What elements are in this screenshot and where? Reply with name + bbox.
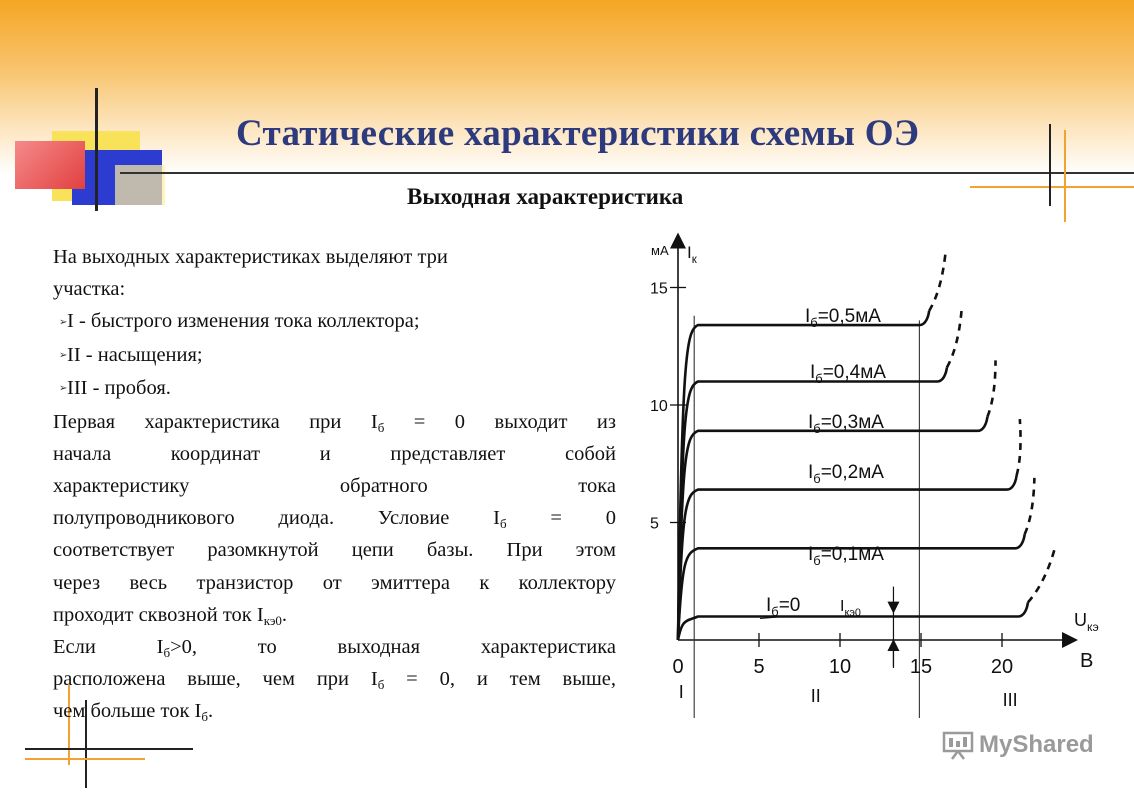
paragraph-1-line-7: проходит сквозной ток $I_{кэ0}$. (53, 603, 288, 628)
y-axis-label: $I_к$ (687, 243, 697, 266)
presentation-icon (942, 730, 974, 760)
curve-label: $I_б=0$ (766, 595, 801, 619)
paragraph-1-line-6: через весь транзистор от эмиттера к коллектору (53, 571, 616, 594)
annotation-label: $I_{кэ0}$ (840, 598, 861, 619)
curve-label: $I_б=0,5мА$ (805, 306, 881, 330)
deco-hline-top (120, 172, 1134, 174)
breakdown-curve (1017, 419, 1021, 475)
characteristic-curve (678, 367, 947, 640)
paragraph-1-line-1: Первая характеристика при $I_б = 0$ выходит из (53, 410, 616, 435)
x-axis-unit: В (1080, 650, 1094, 672)
page-subtitle: Выходная характеристика (407, 184, 684, 209)
deco-hline-orange (970, 186, 1134, 188)
x-tick-label: 10 (828, 656, 852, 678)
region-label: I (678, 682, 684, 702)
output-characteristic-chart (630, 225, 1110, 730)
deco-light-square (115, 165, 165, 205)
x-tick-label: 0 (672, 656, 684, 678)
paragraph-1-line-2: начала координат и представляет собой (53, 442, 616, 465)
breakdown-curve (947, 311, 962, 367)
paragraph-2-line-2: расположена выше, чем при $I_б = 0$, и тем выше, (53, 668, 616, 693)
region-label: III (1002, 690, 1018, 710)
x-tick-label: 5 (753, 656, 765, 678)
curve-label: $I_б=0,2мА$ (808, 462, 884, 486)
arrow-bullet-icon: ➢ (59, 383, 68, 395)
page-title: Статические характеристики схемы ОЭ (236, 113, 920, 154)
arrow-bullet-icon: ➢ (59, 316, 68, 328)
y-tick-label: 5 (650, 515, 659, 533)
watermark-logo (942, 730, 1094, 760)
x-tick-label: 20 (990, 656, 1014, 678)
breakdown-curve (1025, 478, 1035, 534)
deco-hline-bl-1 (25, 748, 193, 750)
paragraph-1-line-4: полупроводникового диода. Условие $I_б = 0$ (53, 507, 616, 532)
paragraph-2-line-1: Если $I_б>0$, то выходная характеристика (53, 636, 616, 660)
y-axis-unit: мА (651, 243, 669, 258)
bullet-item-2: ➢II - насыщения; (53, 339, 616, 372)
characteristic-curve (678, 311, 929, 640)
y-tick-label: 15 (650, 280, 668, 298)
arrow-bullet-icon: ➢ (59, 349, 68, 361)
breakdown-curve (987, 360, 995, 416)
curve-label: $I_б=0,1мА$ (808, 544, 884, 568)
curve-label: $I_б=0,3мА$ (808, 412, 884, 436)
annotation-leader (830, 616, 892, 617)
watermark-text: MyShared (979, 731, 1094, 758)
paragraph-2-line-3: чем больше ток $I_б$. (53, 700, 214, 725)
paragraph-1-line-5: соответствует разомкнутой цепи базы. При этом (53, 539, 616, 562)
x-tick-label: 15 (909, 656, 933, 678)
deco-vline-left (95, 88, 98, 211)
curve-label: $I_б=0,4мА$ (810, 362, 886, 386)
bullet-item-3: ➢III - пробоя. (53, 372, 616, 405)
intro-line-1: На выходных характеристиках выделяют три (53, 246, 448, 268)
x-axis-label: $U_{кэ}$ (1074, 610, 1099, 634)
deco-vline-right-2 (1064, 130, 1066, 222)
description-text (53, 241, 616, 728)
deco-hline-bl-2 (25, 758, 145, 760)
breakdown-curve (1028, 546, 1056, 602)
deco-red-square (15, 141, 85, 189)
characteristic-curve (678, 417, 987, 640)
breakdown-curve (929, 255, 945, 311)
y-tick-label: 10 (650, 398, 668, 415)
paragraph-1-line-3: характеристику обратного тока (53, 474, 616, 497)
bullet-item-1: ➢I - быстрого изменения тока коллектора; (53, 305, 616, 338)
region-label: II (810, 686, 821, 706)
intro-line-2: участка: (53, 278, 126, 301)
